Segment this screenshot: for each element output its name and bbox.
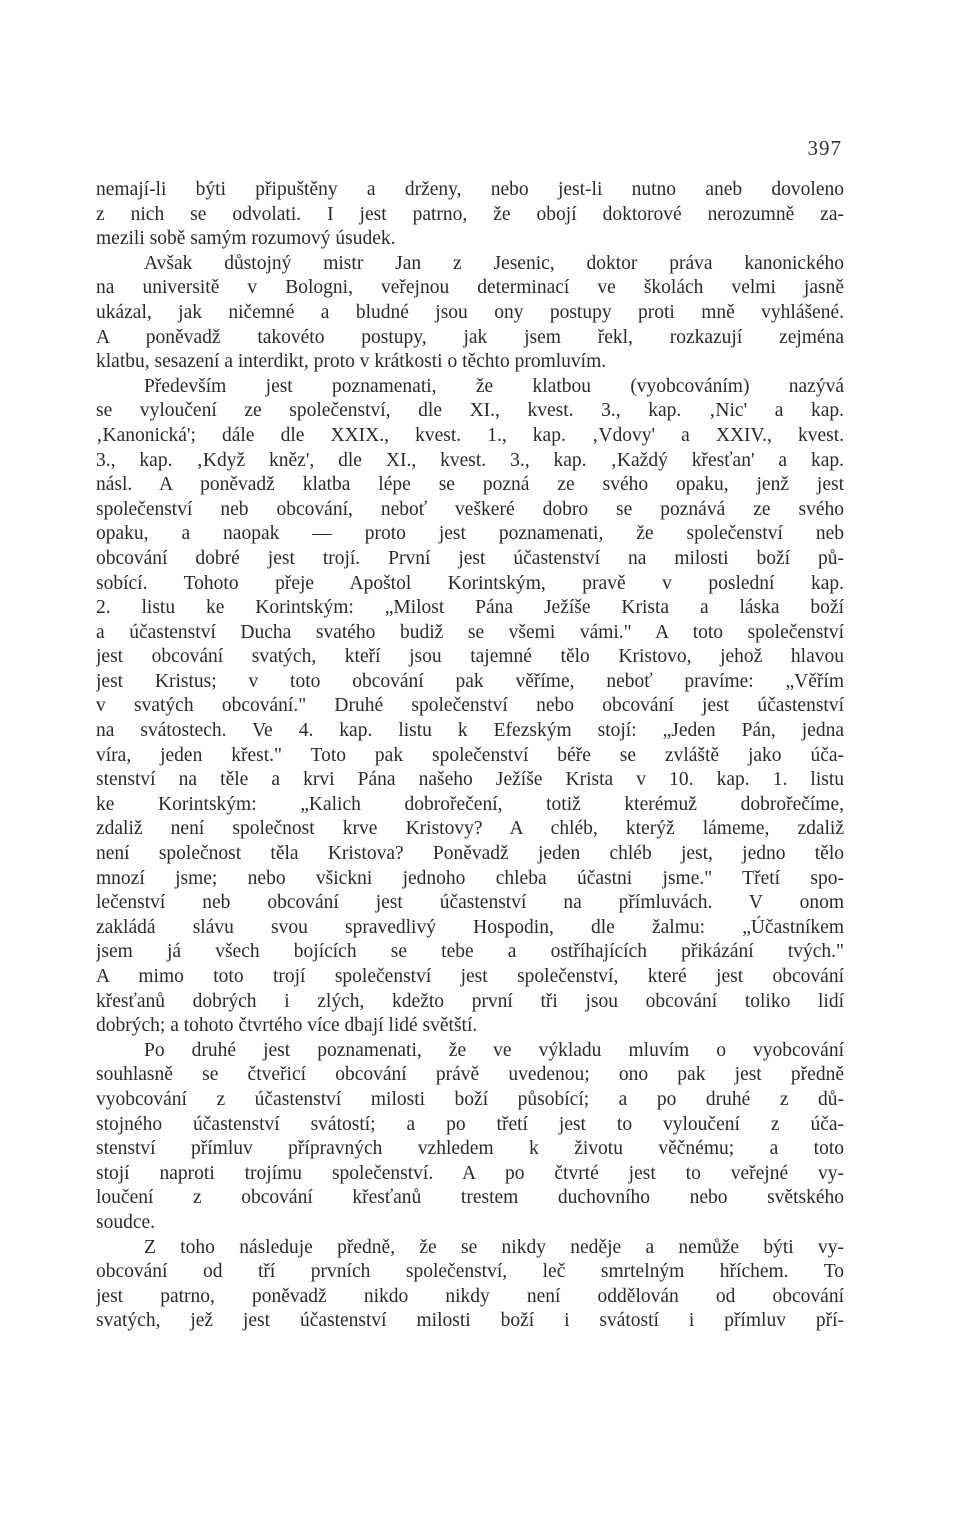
text-line: Avšak důstojný mistr Jan z Jesenic, doktor práva kanonického [144, 252, 844, 274]
text-line: souhlasně se čtveřicí obcování právě uvedenou; ono pak jest předně [96, 1064, 844, 1086]
text-line: nemají-li býti připuštěny a drženy, nebo jest-li nutno aneb dovoleno [96, 179, 844, 200]
text-line: Z toho následuje předně, že se nikdy neděje a nemůže býti vy- [144, 1236, 844, 1258]
text-line: společenství neb obcování, neboť veškeré dobro se poznává ze svého [96, 498, 844, 520]
text-line: Po druhé jest poznamenati, že ve výkladu mluvím o vyobcování [144, 1039, 844, 1061]
text-line: ke Korintským: „Kalich dobrořečení, totiž kterémuž dobrořečíme, [96, 793, 844, 815]
text-line: není společnost těla Kristova? Poněvadž jeden chléb jest, jedno tělo [96, 843, 844, 865]
text-line: sobící. Tohoto přeje Apoštol Korintským, pravě v poslední kap. [96, 572, 844, 594]
text-line: na universitě v Bologni, veřejnou determinací ve školách velmi jasně [96, 277, 844, 299]
text-line: klatbu, sesazení a interdikt, proto v krátkosti o těchto promluvím. [96, 351, 607, 373]
text-line: z nich se odvolati. I jest patrno, že obojí doktorové nerozumně za- [96, 203, 844, 225]
text-line: obcování od tří prvních společenství, leč smrtelným hříchem. To [96, 1261, 844, 1283]
text-line: jest Kristus; v toto obcování pak věříme, neboť pravíme: „Věřím [96, 670, 844, 692]
text-line: dobrých; a tohoto čtvrtého více dbají lidé světští. [96, 1015, 478, 1037]
text-line: A poněvadž takovéto postupy, jak jsem řekl, rozkazují zejména [96, 326, 844, 348]
text-line: 2. listu ke Korintským: „Milost Pána Ježíše Krista a láska boží [96, 597, 844, 619]
text-line: lečenství neb obcování jest účastenství na přímluvách. V onom [96, 892, 844, 914]
text-line: násl. A poněvadž klatba lépe se pozná ze svého opaku, jenž jest [96, 474, 844, 496]
text-line: na svátostech. Ve 4. kap. listu k Efezským stojí: „Jeden Pán, jedna [96, 720, 844, 742]
text-line: opaku, a naopak — proto jest poznamenati, že společenství neb [96, 523, 844, 545]
text-line: 3., kap. ‚Když kněz', dle XI., kvest. 3., kap. ‚Každý křesťan' a kap. [96, 449, 844, 471]
text-line: stojí naproti trojímu společenství. A po čtvrté jest to veřejné vy- [96, 1162, 844, 1184]
text-line: mezili sobě samým rozumový úsudek. [96, 228, 396, 250]
text-line: ukázal, jak ničemné a bludné jsou ony postupy proti mně vyhlášené. [96, 301, 844, 323]
text-line: obcování dobré jest trojí. První jest účastenství na milosti boží pů- [96, 547, 844, 569]
text-line: a účastenství Ducha svatého budiž se všemi vámi." A toto společenství [96, 621, 844, 643]
page-number: 397 [807, 136, 842, 160]
text-line: stenství na těle a krvi Pána našeho Ježíše Krista v 10. kap. 1. listu [96, 769, 844, 791]
text-line: stojného účastenství svátostí; a po třetí jest to vyloučení z úča- [96, 1113, 844, 1135]
text-line: loučení z obcování křesťanů trestem duchovního nebo světského [96, 1187, 844, 1209]
text-line: se vyloučení ze společenství, dle XI., kvest. 3., kap. ‚Nic' a kap. [96, 400, 844, 422]
text-line: ‚Kanonická'; dále dle XXIX., kvest. 1., kap. ‚Vdovy' a XXIV., kvest. [96, 424, 844, 446]
text-line: stenství přímluv přípravných vzhledem k životu věčnému; a toto [96, 1138, 844, 1160]
text-line: zdaliž není společnost krve Kristovy? A chléb, kterýž lámeme, zdaliž [96, 818, 844, 840]
text-line: svatých, jež jest účastenství milosti boží i svátostí i přímluv pří- [96, 1310, 844, 1332]
text-line: vyobcování z účastenství milosti boží působící; a po druhé z dů- [96, 1088, 844, 1110]
text-line: víra, jeden křest." Toto pak společenství béře se zvláště jako úča- [96, 744, 844, 766]
text-line: jsem já všech bojících se tebe a ostříhajících přikázání tvých." [96, 941, 844, 963]
text-line: v svatých obcování." Druhé společenství nebo obcování jest účastenství [96, 695, 844, 717]
text-line: jest obcování svatých, kteří jsou tajemné tělo Kristovo, jehož hlavou [96, 646, 844, 668]
body-text [96, 178, 844, 1334]
text-line: zakládá slávu svou spravedlivý Hospodin, dle žalmu: „Účastníkem [96, 916, 844, 938]
text-line: křesťanů dobrých i zlých, kdežto první tři jsou obcování toliko lidí [96, 990, 844, 1012]
text-line: jest patrno, poněvadž nikdo nikdy není oddělován od obcování [96, 1285, 844, 1307]
text-line: soudce. [96, 1211, 156, 1233]
text-line: mnozí jsme; nebo všickni jednoho chleba účastni jsme." Třetí spo- [96, 867, 844, 889]
text-line: A mimo toto trojí společenství jest společenství, které jest obcování [96, 966, 844, 987]
text-line: Především jest poznamenati, že klatbou (vyobcováním) nazývá [144, 375, 844, 397]
